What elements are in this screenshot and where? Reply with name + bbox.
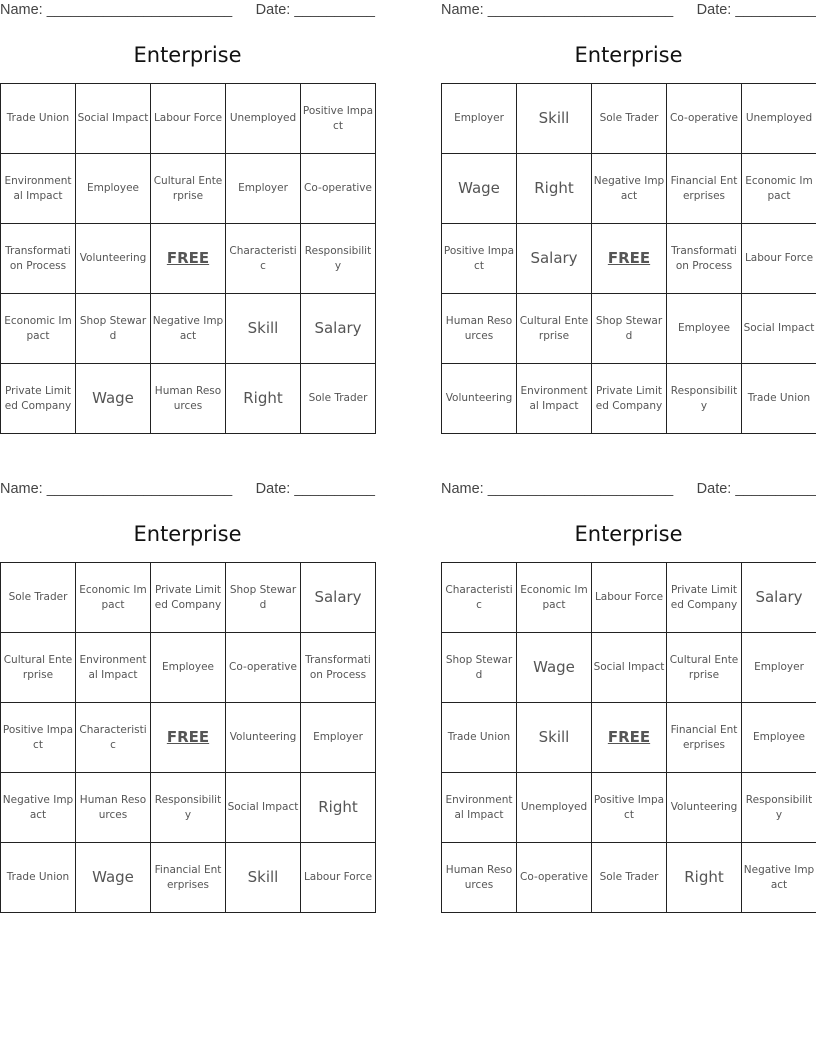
name-date-row (0, 481, 375, 499)
grid-cell: Private Limited Company (592, 364, 667, 434)
grid-cell: Human Resources (442, 843, 517, 913)
grid-cell: Wage (517, 633, 592, 703)
grid-cell: Characteristic (76, 703, 151, 773)
grid-cell: Trade Union (1, 84, 76, 154)
card-title: Enterprise (574, 43, 683, 67)
date-field-label: Date: __________ (696, 2, 816, 18)
grid-cell: Financial Enterprises (151, 843, 226, 913)
grid-cell: Salary (301, 294, 376, 364)
date-field-label: Date: __________ (255, 2, 375, 18)
name-date-row (441, 481, 816, 499)
grid-cell: Responsibility (151, 773, 226, 843)
grid-cell: Employee (76, 154, 151, 224)
bingo-grid (441, 562, 816, 913)
grid-cell: Co-operative (226, 633, 301, 703)
grid-cell: Wage (76, 843, 151, 913)
grid-cell: Skill (517, 84, 592, 154)
free-space-cell: FREE (151, 703, 226, 773)
grid-cell: Shop Steward (76, 294, 151, 364)
bingo-grid (0, 83, 376, 434)
grid-cell: Social Impact (226, 773, 301, 843)
grid-cell: Right (517, 154, 592, 224)
name-field-label: Name: _______________________ (0, 481, 233, 497)
grid-cell: Employer (442, 84, 517, 154)
grid-cell: Shop Steward (592, 294, 667, 364)
grid-cell: Positive Impact (1, 703, 76, 773)
card-title: Enterprise (133, 522, 242, 546)
grid-cell: Trade Union (742, 364, 816, 434)
grid-cell: Employer (301, 703, 376, 773)
grid-cell: Environmental Impact (517, 364, 592, 434)
name-date-row (0, 2, 375, 20)
grid-cell: Environmental Impact (442, 773, 517, 843)
grid-cell: Characteristic (442, 563, 517, 633)
grid-cell: Negative Impact (1, 773, 76, 843)
grid-cell: Co-operative (517, 843, 592, 913)
grid-cell: Private Limited Company (1, 364, 76, 434)
grid-cell: Skill (517, 703, 592, 773)
grid-cell: Volunteering (76, 224, 151, 294)
grid-cell: Environmental Impact (76, 633, 151, 703)
grid-cell: Economic Impact (517, 563, 592, 633)
card-title: Enterprise (574, 522, 683, 546)
grid-cell: Transformation Process (1, 224, 76, 294)
grid-cell: Salary (301, 563, 376, 633)
grid-cell: Labour Force (592, 563, 667, 633)
grid-cell: Labour Force (742, 224, 816, 294)
grid-cell: Economic Impact (76, 563, 151, 633)
grid-cell: Volunteering (442, 364, 517, 434)
grid-cell: Cultural Enterprise (1, 633, 76, 703)
grid-cell: Private Limited Company (151, 563, 226, 633)
grid-cell: Unemployed (517, 773, 592, 843)
grid-cell: Right (301, 773, 376, 843)
grid-cell: Cultural Enterprise (517, 294, 592, 364)
bingo-grid (0, 562, 376, 913)
grid-cell: Wage (442, 154, 517, 224)
grid-cell: Unemployed (742, 84, 816, 154)
grid-cell: Sole Trader (592, 843, 667, 913)
grid-cell: Co-operative (667, 84, 742, 154)
grid-cell: Economic Impact (742, 154, 816, 224)
grid-cell: Salary (517, 224, 592, 294)
bingo-grid (441, 83, 816, 434)
free-space-cell: FREE (151, 224, 226, 294)
grid-cell: Economic Impact (1, 294, 76, 364)
free-space-cell: FREE (592, 224, 667, 294)
grid-cell: Responsibility (742, 773, 816, 843)
grid-cell: Cultural Enterprise (667, 633, 742, 703)
name-field-label: Name: _______________________ (441, 2, 674, 18)
grid-cell: Negative Impact (151, 294, 226, 364)
grid-cell: Financial Enterprises (667, 703, 742, 773)
grid-cell: Unemployed (226, 84, 301, 154)
grid-cell: Skill (226, 843, 301, 913)
name-field-label: Name: _______________________ (441, 481, 674, 497)
grid-cell: Right (667, 843, 742, 913)
grid-cell: Employer (742, 633, 816, 703)
grid-cell: Volunteering (226, 703, 301, 773)
grid-cell: Positive Impact (442, 224, 517, 294)
grid-cell: Sole Trader (592, 84, 667, 154)
card-title: Enterprise (133, 43, 242, 67)
grid-cell: Social Impact (76, 84, 151, 154)
grid-cell: Skill (226, 294, 301, 364)
grid-cell: Right (226, 364, 301, 434)
grid-cell: Labour Force (301, 843, 376, 913)
grid-cell: Employer (226, 154, 301, 224)
name-date-row (441, 2, 816, 20)
grid-cell: Responsibility (301, 224, 376, 294)
grid-cell: Trade Union (442, 703, 517, 773)
grid-cell: Private Limited Company (667, 563, 742, 633)
grid-cell: Shop Steward (226, 563, 301, 633)
grid-cell: Positive Impact (301, 84, 376, 154)
grid-cell: Human Resources (151, 364, 226, 434)
grid-cell: Social Impact (592, 633, 667, 703)
grid-cell: Employee (742, 703, 816, 773)
grid-cell: Transformation Process (301, 633, 376, 703)
grid-cell: Human Resources (76, 773, 151, 843)
grid-cell: Responsibility (667, 364, 742, 434)
name-field-label: Name: _______________________ (0, 2, 233, 18)
grid-cell: Human Resources (442, 294, 517, 364)
grid-cell: Wage (76, 364, 151, 434)
date-field-label: Date: __________ (696, 481, 816, 497)
grid-cell: Shop Steward (442, 633, 517, 703)
grid-cell: Cultural Enterprise (151, 154, 226, 224)
grid-cell: Sole Trader (301, 364, 376, 434)
free-space-cell: FREE (592, 703, 667, 773)
grid-cell: Transformation Process (667, 224, 742, 294)
grid-cell: Negative Impact (742, 843, 816, 913)
grid-cell: Environmental Impact (1, 154, 76, 224)
date-field-label: Date: __________ (255, 481, 375, 497)
grid-cell: Sole Trader (1, 563, 76, 633)
grid-cell: Employee (151, 633, 226, 703)
grid-cell: Co-operative (301, 154, 376, 224)
grid-cell: Salary (742, 563, 816, 633)
grid-cell: Trade Union (1, 843, 76, 913)
grid-cell: Social Impact (742, 294, 816, 364)
grid-cell: Financial Enterprises (667, 154, 742, 224)
grid-cell: Negative Impact (592, 154, 667, 224)
grid-cell: Positive Impact (592, 773, 667, 843)
grid-cell: Characteristic (226, 224, 301, 294)
grid-cell: Labour Force (151, 84, 226, 154)
grid-cell: Employee (667, 294, 742, 364)
grid-cell: Volunteering (667, 773, 742, 843)
